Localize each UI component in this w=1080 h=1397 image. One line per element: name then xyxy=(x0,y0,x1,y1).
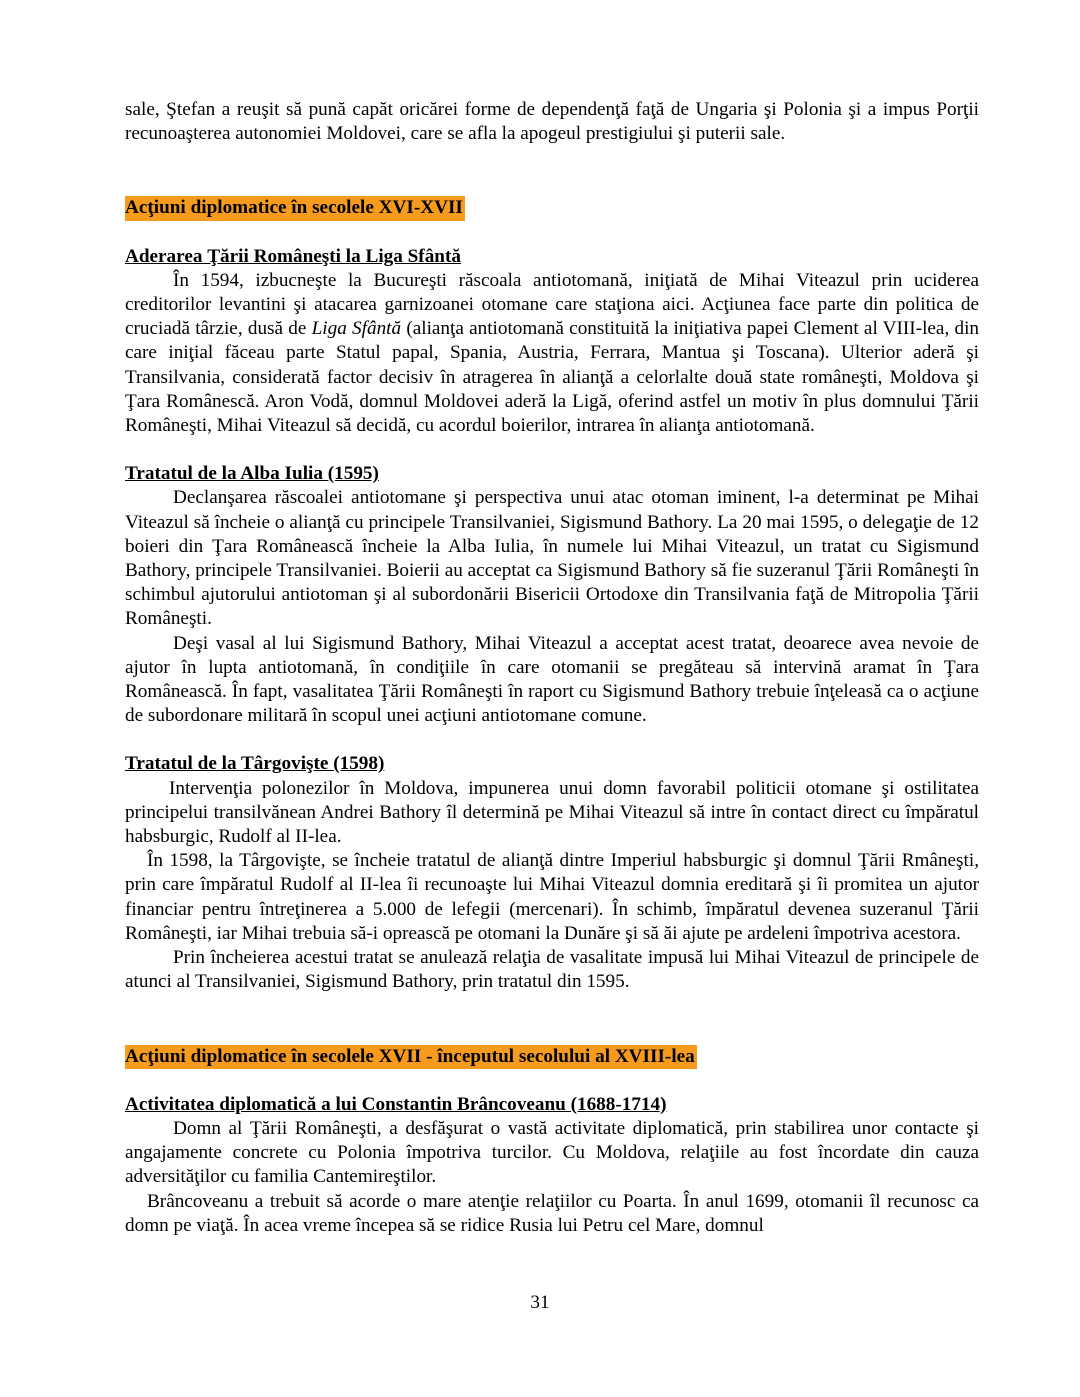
paragraph-targoviste-1: Intervenţia polonezilor în Moldova, impunerea unui domn favorabil politicii otomane şi ostilitatea principelui transilvănean Andrei Bathory îl determină pe Mihai Viteazul să intre în contact direct cu împăratul habsburgic, Rudolf al II-lea. xyxy=(125,777,979,848)
subheading-alba-iulia: Tratatul de la Alba Iulia (1595) xyxy=(125,463,379,485)
section-title: Acţiuni diplomatice în secolele XVI-XVII xyxy=(125,196,465,220)
spacer xyxy=(125,438,979,462)
spacer xyxy=(125,221,979,245)
paragraph-liga-sfanta xyxy=(125,269,979,438)
document-page xyxy=(125,98,979,1238)
paragraph-targoviste-2: În 1598, la Târgovişte, se încheie tratatul de alianţă dintre Imperiul habsburgic şi domnul Ţării Rmâneşti, prin care împăratul Rudolf al II-lea îi recunoaşte lui Mihai Viteazul domnia ereditară şi îi promitea un ajutor financiar pentru întreţinerea a 5.000 de lefegii (mercenari). În schimb, împăratul devenea suzeranul Ţării Româneşti, iar Mihai trebuia să-i oprească pe otomani la Dunăre şi să ăi ajute pe ardeleni împotriva acestora. xyxy=(125,850,979,944)
paragraph-brancoveanu-2: Brâncoveanu a trebuit să acorde o mare atenţie relaţiilor cu Poarta. În anul 1699, otomanii îl recunosc ca domn pe viaţă. În acea vreme începea să se ridice Rusia lui Petru cel Mare, domnul xyxy=(125,1190,979,1236)
subheading-brancoveanu: Activitatea diplomatică a lui Constantin Brâncoveanu (1688-1714) xyxy=(125,1093,667,1115)
spacer xyxy=(125,728,979,752)
section-heading-xvii-xviii xyxy=(125,1045,979,1069)
intro-paragraph: sale, Ştefan a reuşit să pună capăt oricărei forme de dependenţă faţă de Ungaria şi Polonia şi a impus Porţii recunoaşterea autonomiei Moldovei, care se afla la apogeul prestigiului şi puterii sale. xyxy=(125,99,979,145)
spacer xyxy=(125,1069,979,1093)
italic-term: Liga Sfântă xyxy=(311,318,402,340)
text-run: În 1594, izbucneşte la Bucureşti răscoala antiotomană, iniţiată de Mihai Viteazul prin uciderea creditorilor levantini şi atacarea garnizoanei otomane care staţiona aici. Acţiunea face parte din politica de cruciadă târzie, dusă de xyxy=(125,269,979,340)
paragraph-alba-iulia-2: Deşi vasal al lui Sigismund Bathory, Mihai Viteazul a acceptat acest tratat, deoarece avea nevoie de ajutor în lupta antiotomană, în condiţiile în care otomanii se pregăteau să intervină aramat în Ţara Românească. În fapt, vasalitatea Ţării Româneşti în raport cu Sigismund Bathory trebuie înţeleasă ca o acţiune de subordonare militară în scopul unei acţiuni antiotomane comune. xyxy=(125,632,979,727)
paragraph-brancoveanu-1: Domn al Ţării Româneşti, a desfăşurat o vastă activitate diplomatică, prin stabilirea unor contacte şi angajamente concrete cu Polonia împotriva turcilor. Cu Moldova, relaţiile au fost încordate din cauza adversităţilor cu familia Cantemireştilor. xyxy=(125,1117,979,1188)
subheading-liga-sfanta: Aderarea Ţării Româneşti la Liga Sfântă xyxy=(125,245,461,267)
paragraph-alba-iulia-1: Declanşarea răscoalei antiotomane şi perspectiva unui atac otoman iminent, l-a determinat pe Mihai Viteazul să încheie o alianţă cu principele Transilvaniei, Sigismund Bathory. La 20 mai 1595, o delegaţie de 12 boieri din Ţara Românească încheie la Alba Iulia, în numele lui Mihai Viteazul, un tratat cu Sigismund Bathory, principele Transilvaniei. Boierii au acceptat ca Sigismund Bathory să fie suzeranul Ţării Româneşti în schimbul ajutorului antiotoman şi al subordonării Bisericii Ortodoxe din Transilvania faţă de Mitropolia Ţării Româneşti. xyxy=(125,487,979,630)
paragraph-targoviste-3: Prin încheierea acestui tratat se anulează relaţia de vasalitate impusă lui Mihai Viteazul de principele de atunci al Transilvaniei, Sigismund Bathory, prin tratatul din 1595. xyxy=(125,947,979,993)
page-number: 31 xyxy=(530,1292,550,1313)
subheading-targoviste: Tratatul de la Târgovişte (1598) xyxy=(125,753,385,775)
section-title: Acţiuni diplomatice în secolele XVII - începutul secolului al XVIII-lea xyxy=(125,1045,697,1069)
spacer xyxy=(125,995,979,1045)
text-run: (alianţa antiotomană constituită la iniţiativa papei Clement al VIII-lea, din care iniţial făceau parte Statul papal, Spania, Austria, Ferrara, Mantua şi Toscana). Ulterior aderă şi Transilvania, considerată factor decisiv în atragerea în alianţă a celorlalte două state româneşti, Moldova şi Ţara Românescă. Aron Vodă, domnul Moldovei aderă la Ligă, oferind astfel un motiv în plus domnului Ţării Româneşti, Mihai Viteazul să decidă, cu acordul boierilor, intrarea în alianţa antiotomană. xyxy=(125,318,980,437)
spacer xyxy=(125,146,979,196)
section-heading-xvi-xvii xyxy=(125,196,979,220)
